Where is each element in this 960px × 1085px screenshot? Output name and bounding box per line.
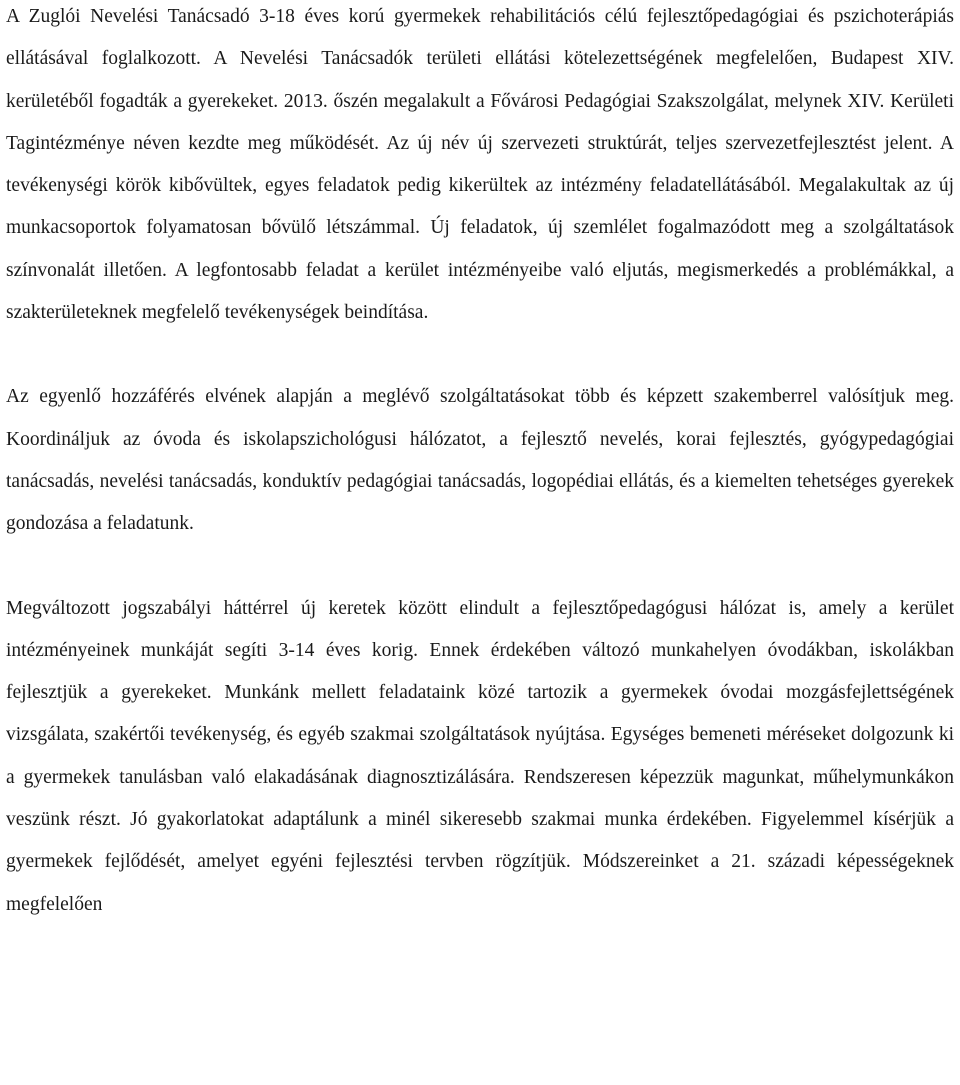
paragraph-equal-access-services: Az egyenlő hozzáférés elvének alapján a meglévő szolgáltatásokat több és képzett szakemberrel valósítjuk meg. Koordináljuk az óvoda és iskolapszichológusi hálózatot, a fejlesztő nevelés, korai fejlesztés, gyógypedagógiai tanácsadás, nevelési tanácsadás, konduktív pedagógiai tanácsadás, logopédiai ellátás, és a kiemelten tehetséges gyerekek gondozása a feladatunk. <box>6 386 954 535</box>
paragraph-institution-history: A Zuglói Nevelési Tanácsadó 3-18 éves korú gyermekek rehabilitációs célú fejlesztőpedagógiai és pszichoterápiás ellátásával foglalkozott. A Nevelési Tanácsadók területi ellátási kötelezettségének megfelelően, Budapest XIV. kerületéből fogadták a gyerekeket. 2013. őszén megalakult a Fővárosi Pedagógiai Szakszolgálat, melynek XIV. Kerületi Tagintézménye néven kezdte meg működését. Az új név új szervezeti struktúrát, teljes szervezetfejlesztést jelent. A tevékenységi körök kibővültek, egyes feladatok pedig kikerültek az intézmény feladatellátásából. Megalakultak az új munkacsoportok folyamatosan bővülő létszámmal. Új feladatok, új szemlélet fogalmazódott meg a szolgáltatások színvonalát illetően. A legfontosabb feladat a kerület intézményeibe való eljutás, megismerkedés a problémákkal, a szakterületeknek megfelelő tevékenységek beindítása. <box>6 6 954 324</box>
paragraph-developmental-network: Megváltozott jogszabályi háttérrel új keretek között elindult a fejlesztőpedagógusi hálózat is, amely a kerület intézményeinek munkáját segíti 3-14 éves korig. Ennek érdekében változó munkahelyen óvodákban, iskolákban fejlesztjük a gyerekeket. Munkánk mellett feladataink közé tartozik a gyermekek óvodai mozgásfejlettségének vizsgálata, szakértői tevékenység, és egyéb szakmai szolgáltatások nyújtása. Egységes bemeneti méréseket dolgozunk ki a gyermekek tanulásban való elakadásának diagnosztizálására. Rendszeresen képezzük magunkat, műhelymunkákon veszünk részt. Jó gyakorlatokat adaptálunk a minél sikeresebb szakmai munka érdekében. Figyelemmel kísérjük a gyermekek fejlődését, amelyet egyéni fejlesztési tervben rögzítjük. Módszereinket a 21. századi képességeknek megfelelően <box>6 597 954 915</box>
